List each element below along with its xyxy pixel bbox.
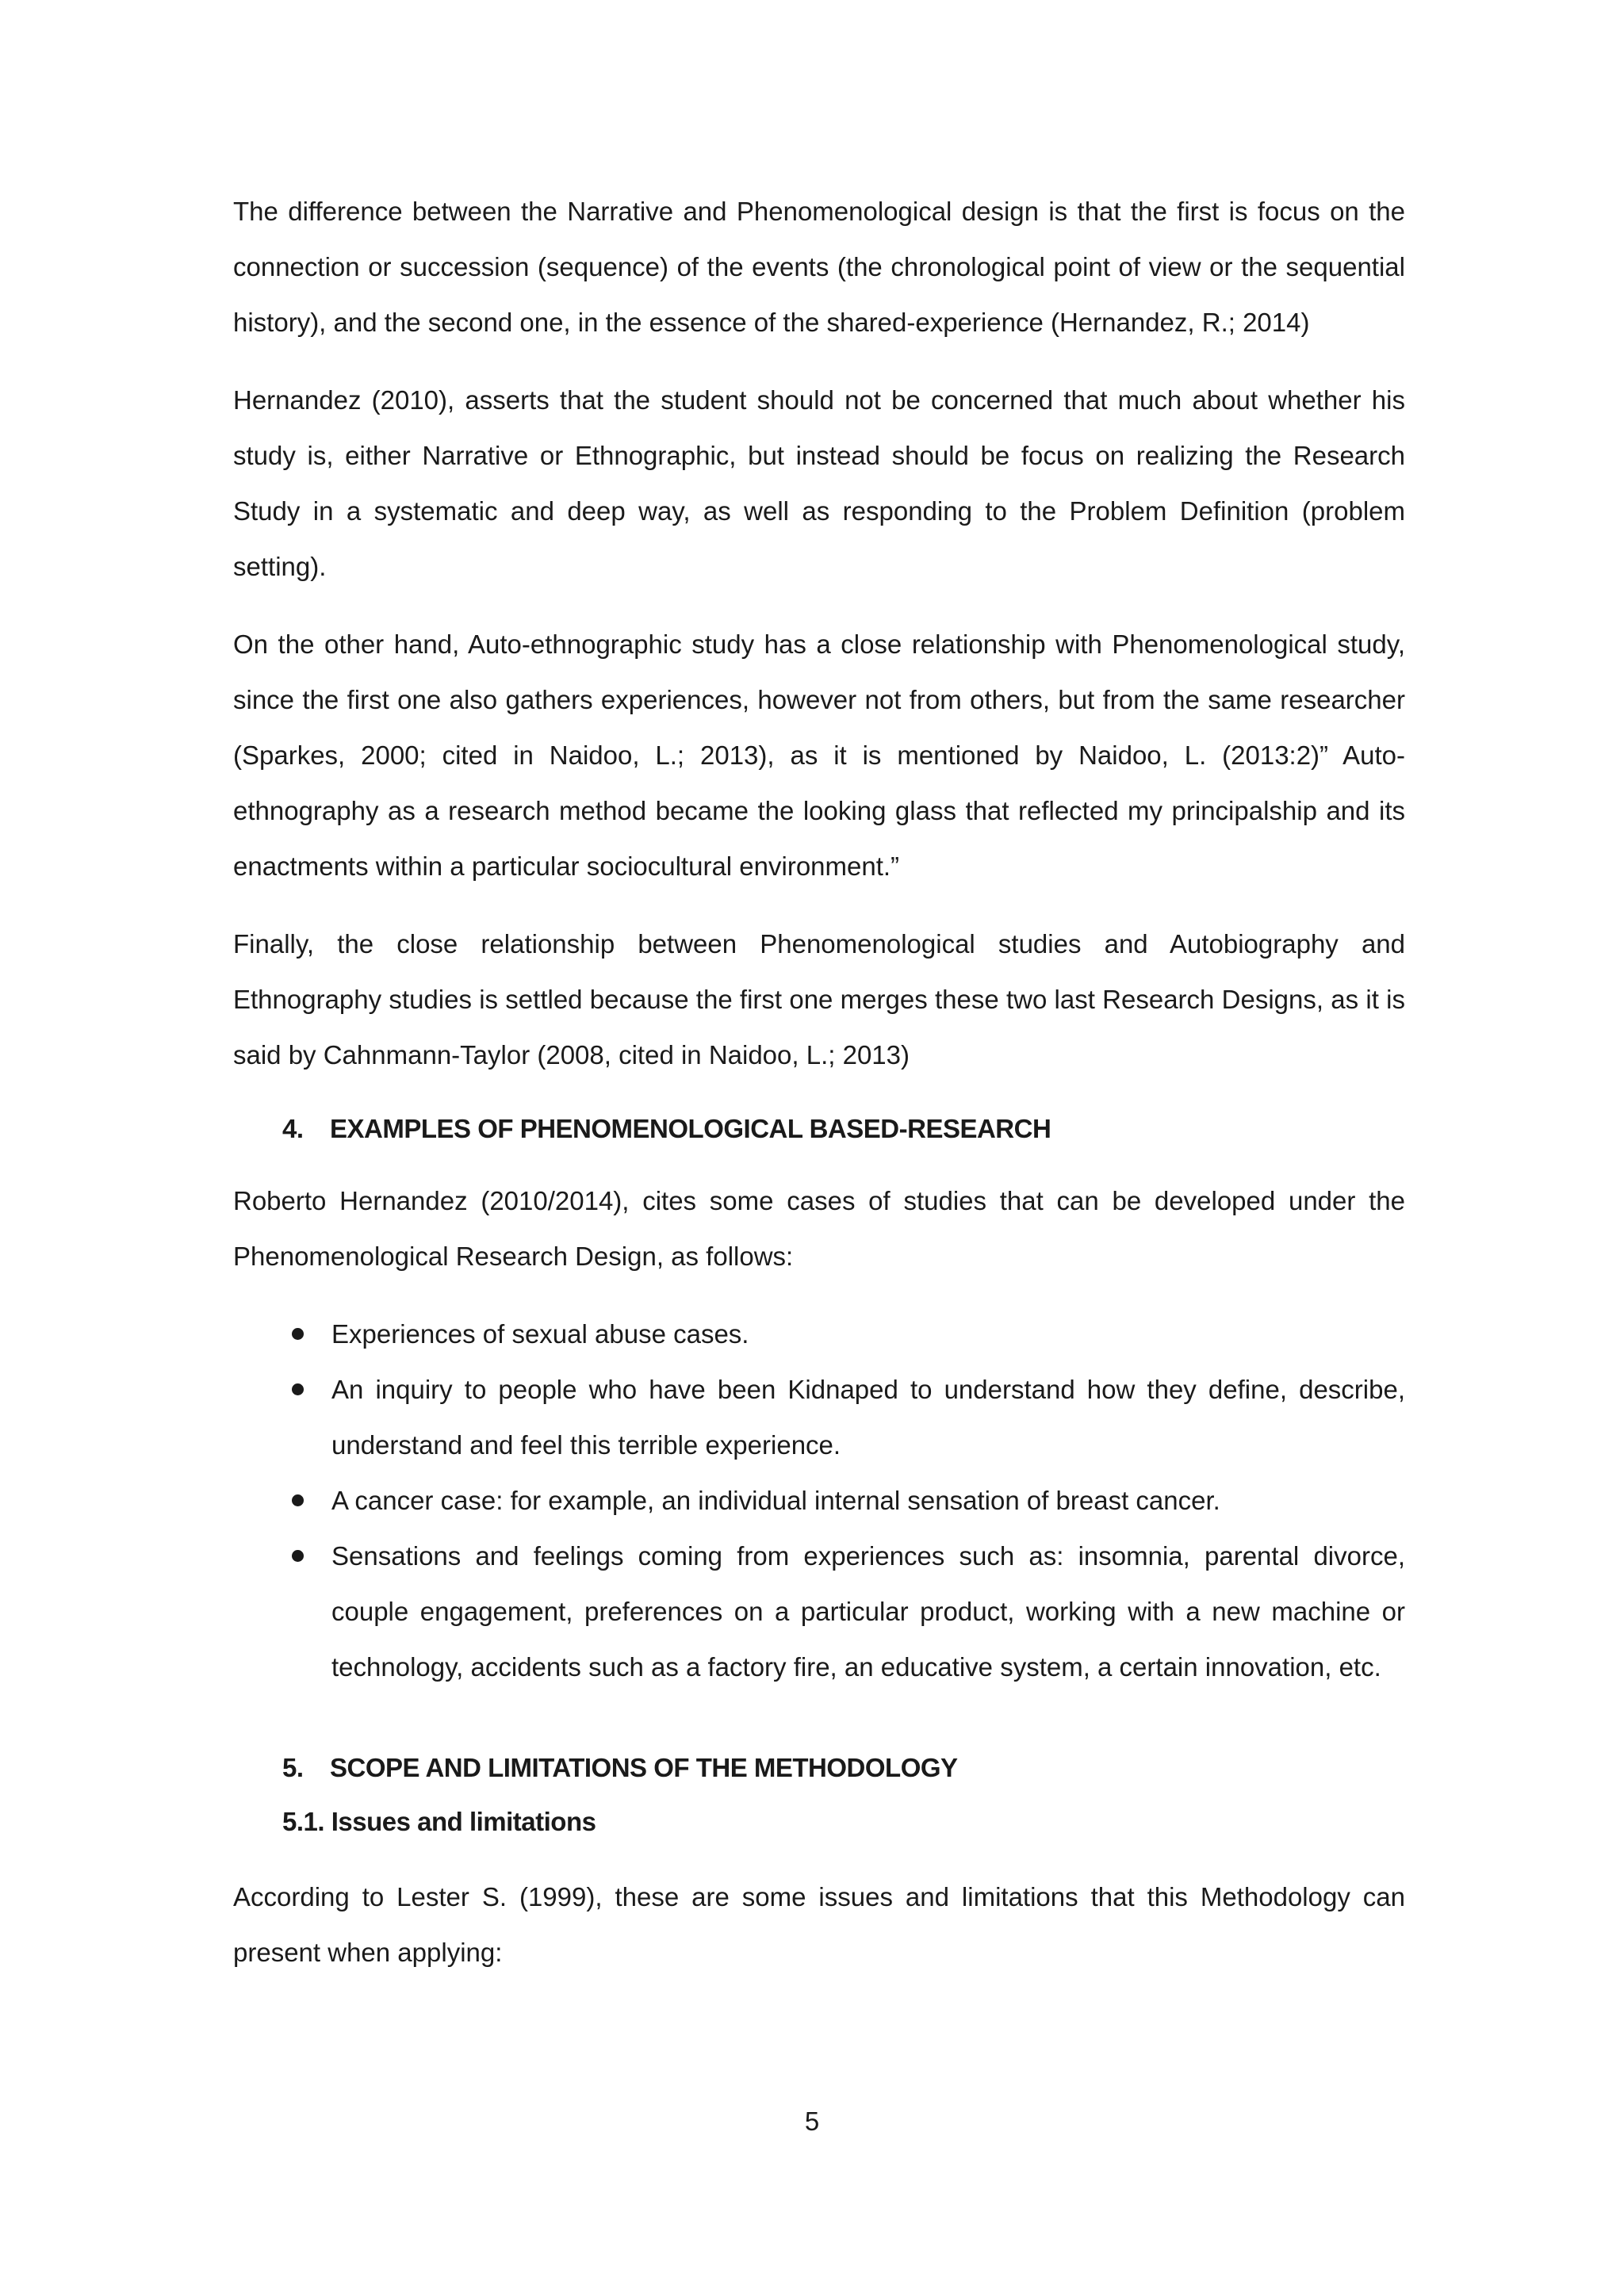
list-item-text: Sensations and feelings coming from experiences such as: insomnia, parental divorce, couple engagement, preferences on a particular product, working with a new machine or technology, accidents such as a factory fire, an educative system, a certain innovation, etc. xyxy=(331,1541,1405,1682)
paragraph-narrative-vs-phenomenological: The difference between the Narrative and Phenomenological design is that the first is focus on the connection or succession (sequence) of the events (the chronological point of view or the sequential history), and the second one, in the essence of the shared-experience (Hernandez, R.; 2014) xyxy=(233,197,1405,337)
section-5-heading xyxy=(233,1744,1405,1792)
list-item-text: Experiences of sexual abuse cases. xyxy=(331,1319,749,1349)
list-item xyxy=(233,1307,1405,1362)
page-number: 5 xyxy=(804,2107,820,2136)
examples-list xyxy=(233,1307,1405,1695)
section-5-title: SCOPE AND LIMITATIONS OF THE METHODOLOGY xyxy=(330,1753,958,1782)
section-4-intro: Roberto Hernandez (2010/2014), cites some cases of studies that can be developed under the Phenomenological Research Design, as follows: xyxy=(233,1186,1405,1271)
section-5-number: 5. xyxy=(282,1753,304,1782)
bullet-icon xyxy=(292,1328,304,1340)
list-item xyxy=(233,1473,1405,1529)
list-item-text: An inquiry to people who have been Kidnaped to understand how they define, describe, understand and feel this terrible experience. xyxy=(331,1375,1405,1460)
bullet-icon xyxy=(292,1550,304,1562)
paragraph-auto-ethnographic: On the other hand, Auto-ethnographic study has a close relationship with Phenomenological study, since the first one also gathers experiences, however not from others, but from the same researcher (Sparkes, 2000; cited in Naidoo, L.; 2013), as it is mentioned by Naidoo, L. (2013:2)” Auto-ethnography as a research method became the looking glass that reflected my principalship and its enactments within a particular sociocultural environment.” xyxy=(233,629,1405,881)
section-4-number: 4. xyxy=(282,1114,304,1143)
paragraph-hernandez-2010: Hernandez (2010), asserts that the student should not be concerned that much about whether his study is, either Narrative or Ethnographic, but instead should be focus on realizing the Research Study in a systematic and deep way, as well as responding to the Problem Definition (problem setting). xyxy=(233,385,1405,581)
page-content xyxy=(233,184,1405,2003)
section-5-intro: According to Lester S. (1999), these are some issues and limitations that this Methodology can present when applying: xyxy=(233,1882,1405,1967)
bullet-icon xyxy=(292,1383,304,1395)
section-4-heading xyxy=(233,1105,1405,1153)
list-item-text: A cancer case: for example, an individual internal sensation of breast cancer. xyxy=(331,1486,1220,1515)
paragraph-finally: Finally, the close relationship between Phenomenological studies and Autobiography and Ethnography studies is settled because the first one merges these two last Research Designs, as it is said by Cahnmann-Taylor (2008, cited in Naidoo, L.; 2013) xyxy=(233,929,1405,1070)
list-item xyxy=(233,1529,1405,1695)
list-item xyxy=(233,1362,1405,1473)
section-5-1-heading: 5.1. Issues and limitations xyxy=(282,1807,596,1836)
section-4-title: EXAMPLES OF PHENOMENOLOGICAL BASED-RESEARCH xyxy=(330,1114,1051,1143)
bullet-icon xyxy=(292,1494,304,1506)
spacer xyxy=(233,1695,1405,1744)
